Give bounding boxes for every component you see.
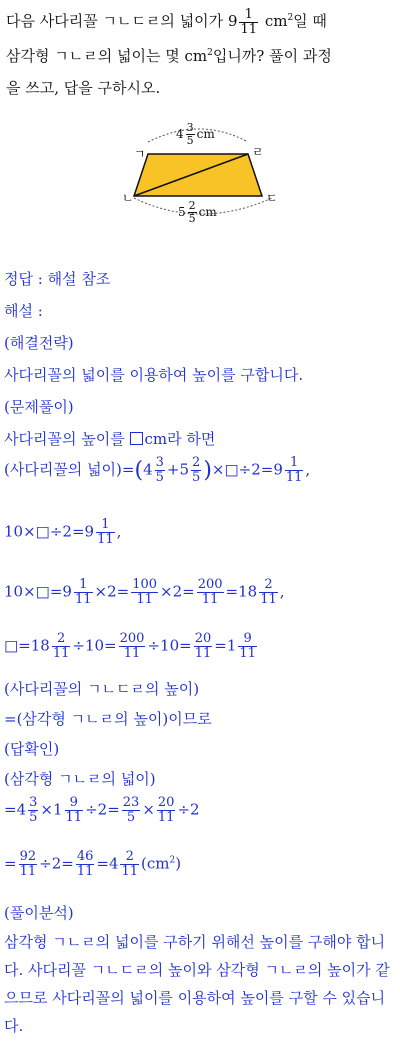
bottom-length-label: 5 $\frac{2}{5}$ cm	[178, 199, 217, 225]
solution-heading: (문제풀이)	[4, 398, 74, 416]
equation-3: 10×□=9 $\frac{1}{11}$ ×2= $\frac{100}{11}$ ×2= $\frac{200}{11}$ =18 $\frac{2}{11}$ ,	[4, 577, 285, 607]
strategy-text: 사다리꼴의 넓이를 이용하여 높이를 구합니다.	[4, 366, 304, 384]
question-line-2: 삼각형 ㄱㄴㄹ의 넓이는 몇 $cm^2$입니까? 풀이 과정	[6, 47, 332, 65]
question-text	[6, 2, 396, 104]
check-heading: (답확인)	[4, 740, 60, 758]
equation-6: = $\frac{92}{11}$ ÷2= $\frac{46}{11}$ =4 $\frac{2}{11}$ $(cm^2)$	[4, 849, 182, 879]
height-note-1: (사다리꼴의 ㄱㄴㄷㄹ의 높이)	[4, 680, 200, 698]
strategy-heading: (해결전략)	[4, 334, 74, 352]
vertex-label-d: ㄷ	[266, 191, 278, 205]
check-label: (삼각형 ㄱㄴㄹ의 넓이)	[4, 770, 156, 788]
analysis-text: 삼각형 ㄱㄴㄹ의 넓이를 구하기 위해선 높이를 구해야 합니다. 사다리꼴 ㄱㄴㄷㄹ의 높이와 삼각형 ㄱㄴㄹ의 높이가 같으므로 사다리꼴의 넓이를 이용하여 높이를 구할 수 있습니다.	[4, 933, 390, 1035]
trapezoid-figure	[120, 118, 280, 230]
vertex-label-n: ㄴ	[122, 191, 134, 205]
vertex-label-r: ㄹ	[252, 145, 264, 159]
explanation-label: 해설 :	[4, 302, 43, 320]
unknown-box-icon	[130, 432, 143, 445]
analysis-heading: (풀이분석)	[4, 904, 74, 922]
equation-2: 10×□÷2=9 $\frac{1}{11}$ ,	[4, 517, 122, 547]
answer-label: 정답 : 해설 참조	[4, 270, 111, 288]
equation-5: =4 $\frac{3}{5}$ ×1 $\frac{9}{11}$ ÷2= $\frac{23}{5}$ × $\frac{20}{11}$ ÷2	[4, 795, 200, 825]
equation-4: □=18 $\frac{2}{11}$ ÷10= $\frac{200}{11}$ ÷10= $\frac{20}{11}$ =1 $\frac{9}{11}$	[4, 631, 256, 661]
solution-intro: 사다리꼴의 높이를 cm라 하면	[4, 430, 216, 448]
question-line-3: 을 쓰고, 답을 구하시오.	[6, 79, 161, 97]
height-note-2: =(삼각형 ㄱㄴㄹ의 높이)이므로	[4, 710, 212, 728]
area-value: 9 $\frac{1}{11}$	[227, 6, 258, 37]
question-line-1: 다음 사다리꼴 ㄱㄴㄷㄹ의 넓이가 9 $\frac{1}{11}$ $cm^2$일 때	[6, 6, 327, 37]
vertex-label-g: ㄱ	[134, 147, 146, 161]
equation-1: (사다리꼴의 넓이)=(4 $\frac{3}{5}$ +5 $\frac{2}{5}$ )×□÷2=9 $\frac{1}{11}$ ,	[4, 455, 311, 485]
top-length-label: 4 $\frac{3}{5}$ cm	[176, 121, 215, 147]
